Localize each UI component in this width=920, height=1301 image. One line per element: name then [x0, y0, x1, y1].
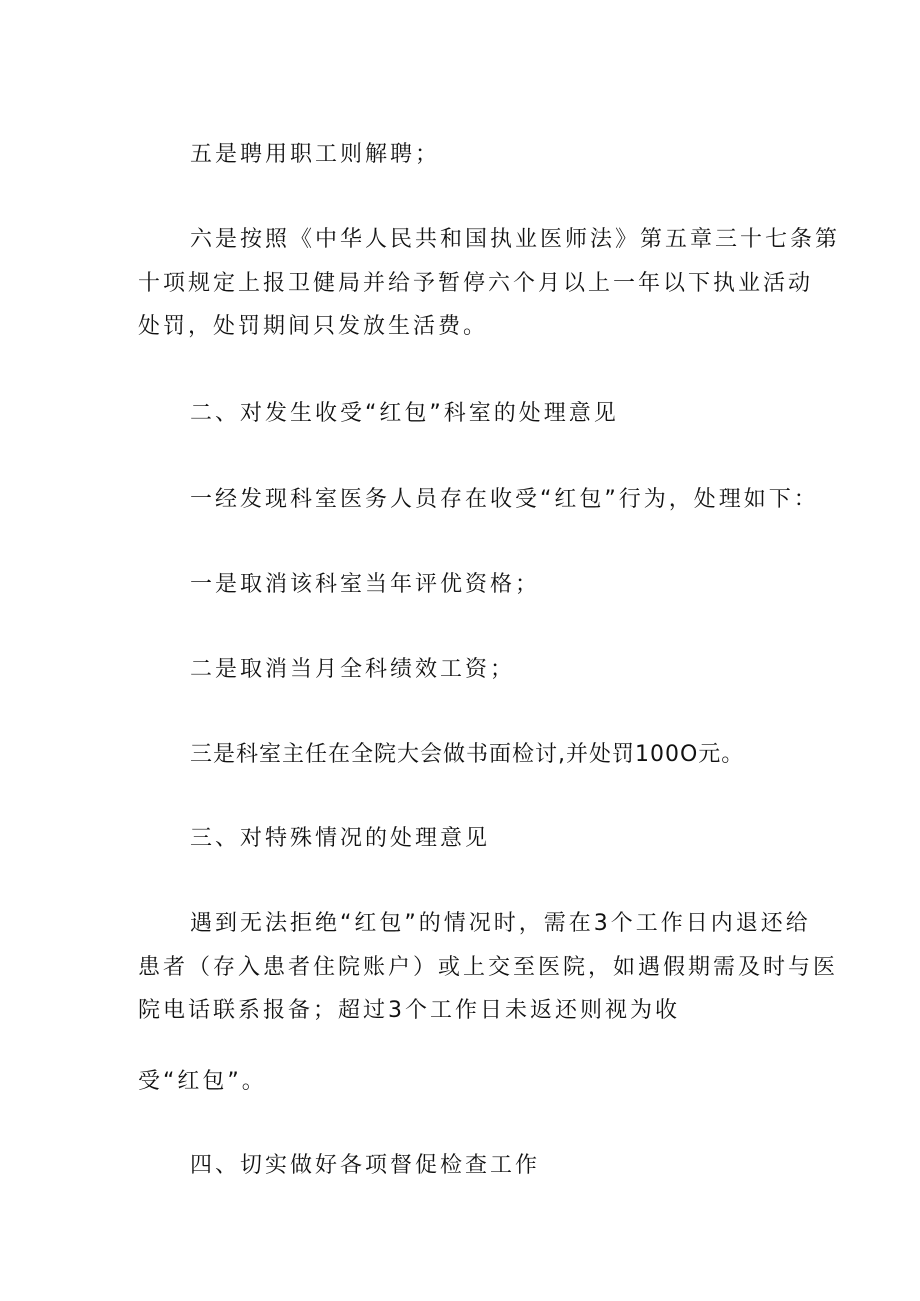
- paragraph-department-item-2: 二是取消当月全科绩效工资；: [190, 657, 516, 682]
- paragraph-suspension-line-2: 十项规定上报卫健局并给予暂停六个月以上一年以下执业活动: [138, 271, 814, 296]
- section-heading-2: 二、对发生收受“红包”科室的处理意见: [190, 401, 619, 426]
- paragraph-special-line-4: 受“红包”。: [138, 1069, 267, 1094]
- paragraph-special-line-3: 院电话联系报备；超过3个工作日未返还则视为收: [138, 998, 680, 1023]
- paragraph-dismissal-item: 五是聘用职工则解聘；: [190, 142, 441, 167]
- paragraph-suspension-line-1: 六是按照《中华人民共和国执业医师法》第五章三十七条第: [190, 227, 841, 252]
- paragraph-suspension-line-3: 处罚，处罚期间只发放生活费。: [138, 314, 489, 339]
- paragraph-department-item-1: 一是取消该科室当年评优资格；: [190, 572, 541, 597]
- paragraph-department-item-3: 三是科室主任在全院大会做书面检讨,并处罚100O元。: [190, 742, 745, 767]
- section-heading-4: 四、切实做好各项督促检查工作: [190, 1153, 541, 1178]
- paragraph-department-intro: 一经发现科室医务人员存在收受“红包”行为，处理如下：: [190, 487, 819, 512]
- paragraph-special-line-2: 患者（存入患者住院账户）或上交至医院，如遇假期需及时与医: [138, 955, 839, 980]
- section-heading-3: 三、对特殊情况的处理意见: [190, 826, 491, 851]
- paragraph-special-line-1: 遇到无法拒绝“红包”的情况时，需在3个工作日内退还给: [190, 911, 811, 936]
